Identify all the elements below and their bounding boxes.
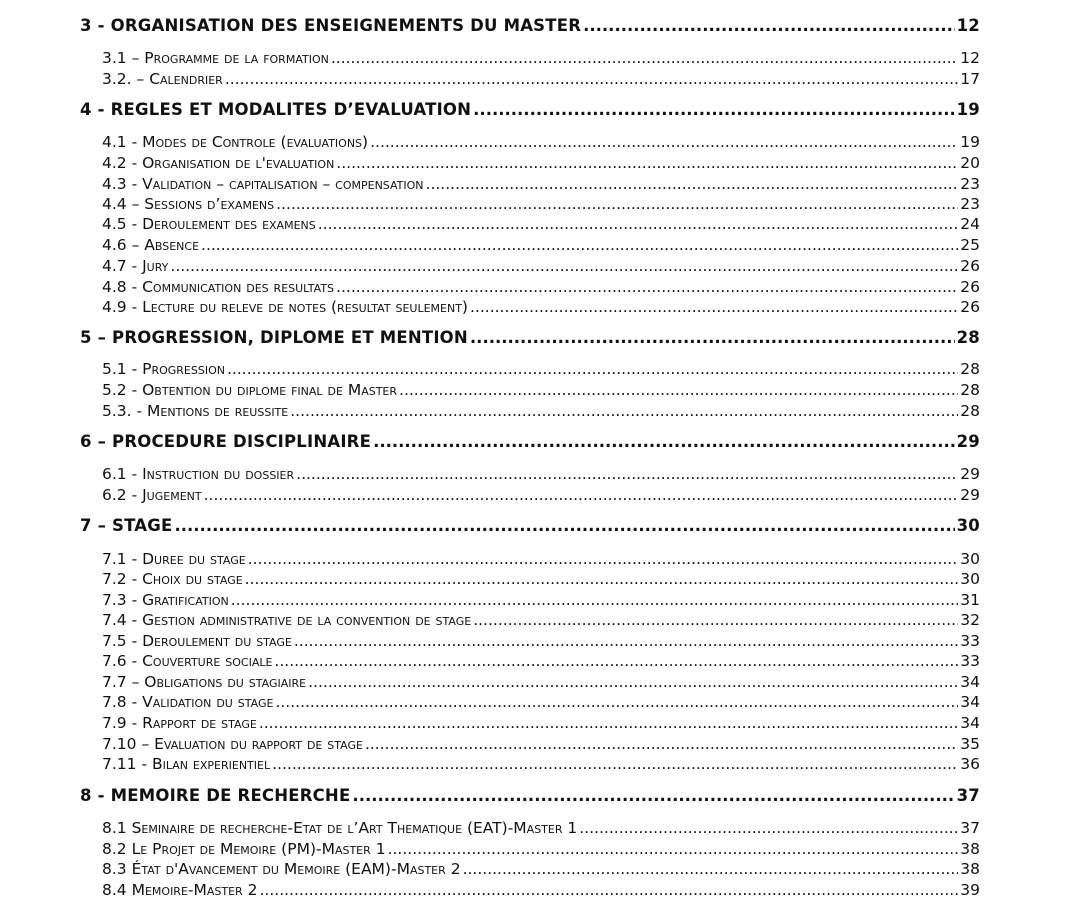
toc-entry-title: Modes de Controle (evaluations) — [142, 133, 369, 151]
toc-page-number: 28 — [956, 328, 980, 347]
toc-entry-label — [80, 328, 468, 347]
toc-section-entry[interactable] — [0, 879, 980, 899]
toc-entry-label — [80, 432, 371, 451]
toc-section-entry[interactable] — [0, 152, 980, 172]
dot-leader — [248, 550, 959, 568]
dot-leader — [373, 432, 955, 451]
toc-entry-number: 4.3 - — [102, 175, 138, 193]
toc-section-entry[interactable] — [0, 691, 980, 711]
toc-entry-number: 4.7 - — [102, 257, 138, 275]
toc-entry-title: Sessions d’examens — [144, 195, 275, 213]
toc-entry-label — [102, 840, 386, 858]
dot-leader — [308, 673, 958, 691]
toc-entry-number: 8.4 — [102, 881, 127, 899]
toc-entry-title: Obtention du diplome final de Master — [142, 381, 398, 399]
toc-entry-label — [102, 402, 288, 420]
toc-entry-title: Organisation de l'evaluation — [142, 154, 335, 172]
dot-leader — [473, 100, 954, 119]
toc-section-entry[interactable] — [0, 68, 980, 88]
dot-leader — [259, 714, 958, 732]
toc-entry-label — [102, 693, 273, 711]
dot-leader — [331, 49, 958, 67]
toc-entry-title: Bilan experientiel — [151, 755, 271, 773]
toc-page-number: 31 — [960, 591, 980, 609]
toc-entry-title: Validation du stage — [142, 693, 274, 711]
toc-page-number: 20 — [960, 154, 980, 172]
toc-entry-title: Programme de la formation — [144, 49, 329, 67]
toc-entry-label — [102, 360, 225, 378]
toc-page-number: 39 — [960, 881, 980, 899]
toc-section-entry[interactable] — [0, 47, 980, 67]
toc-section-entry[interactable] — [0, 213, 980, 233]
toc-section-entry[interactable] — [0, 193, 980, 213]
dot-leader — [473, 611, 958, 629]
toc-section-entry[interactable] — [0, 131, 980, 151]
dot-leader — [231, 591, 959, 609]
toc-entry-number: 4.8 - — [102, 278, 138, 296]
toc-entry-title: Choix du stage — [142, 570, 243, 588]
toc-page-number: 12 — [956, 16, 980, 35]
toc-page-number: 30 — [960, 570, 980, 588]
dot-leader — [294, 632, 958, 650]
toc-entry-number: 4.1 - — [102, 133, 138, 151]
toc-chapter-entry[interactable] — [0, 327, 980, 347]
toc-entry-title: STAGE — [112, 516, 173, 535]
toc-page-number: 29 — [960, 465, 980, 483]
toc-page-number: 26 — [960, 257, 980, 275]
toc-entry-label — [80, 786, 350, 805]
toc-chapter-entry[interactable] — [0, 785, 980, 805]
toc-entry-number: 4.6 – — [102, 236, 140, 254]
toc-page-number: 26 — [960, 298, 980, 316]
toc-section-entry[interactable] — [0, 858, 980, 878]
dot-leader — [290, 402, 958, 420]
toc-entry-title: Instruction du dossier — [142, 465, 295, 483]
dot-leader — [170, 257, 958, 275]
dot-leader — [275, 693, 958, 711]
toc-entry-number: 4.5 - — [102, 215, 138, 233]
toc-entry-number: 8.1 — [102, 819, 127, 837]
toc-entry-label — [102, 591, 229, 609]
toc-section-entry[interactable] — [0, 484, 980, 504]
toc-entry-title: Le Projet de Memoire (PM)-Master 1 — [131, 840, 386, 858]
toc-section-entry[interactable] — [0, 650, 980, 670]
toc-chapter-entry[interactable] — [0, 431, 980, 451]
toc-entry-number: 7.7 – — [102, 673, 140, 691]
toc-entry-number: 4.9 - — [102, 298, 138, 316]
toc-entry-number: 5 – — [80, 328, 107, 347]
toc-entry-title: Mentions de reussite — [147, 402, 289, 420]
toc-entry-label — [102, 257, 168, 275]
toc-entry-title: Obligations du stagiaire — [144, 673, 307, 691]
toc-page-number: 38 — [960, 840, 980, 858]
dot-leader — [318, 215, 959, 233]
dot-leader — [370, 133, 958, 151]
toc-page-number: 34 — [960, 714, 980, 732]
toc-entry-number: 3 - — [80, 16, 105, 35]
toc-entry-number: 4.4 – — [102, 195, 140, 213]
toc-page-number: 24 — [960, 215, 980, 233]
toc-section-entry[interactable] — [0, 589, 980, 609]
toc-entry-label — [102, 881, 257, 899]
toc-page-number: 23 — [960, 195, 980, 213]
toc-entry-number: 3.2. – — [102, 70, 145, 88]
toc-entry-label — [102, 70, 223, 88]
toc-entry-title: Jugement — [142, 486, 202, 504]
toc-entry-title: Validation – capitalisation – compensation — [142, 175, 424, 193]
dot-leader — [583, 16, 955, 35]
toc-entry-number: 8.3 — [102, 860, 127, 878]
toc-entry-label — [102, 236, 199, 254]
toc-page-number: 33 — [960, 632, 980, 650]
toc-entry-number: 7.6 - — [102, 652, 138, 670]
toc-section-entry[interactable] — [0, 276, 980, 296]
toc-page-number: 12 — [960, 49, 980, 67]
toc-entry-title: État d'Avancement du Memoire (EAM)-Master 2 — [131, 860, 461, 878]
toc-page-number: 26 — [960, 278, 980, 296]
toc-entry-label — [102, 298, 468, 316]
toc-entry-title: Progression — [142, 360, 225, 378]
toc-entry-number: 3.1 – — [102, 49, 140, 67]
toc-entry-label — [102, 154, 334, 172]
toc-entry-number: 7.3 - — [102, 591, 138, 609]
toc-entry-label — [102, 215, 316, 233]
toc-entry-label — [102, 381, 397, 399]
toc-entry-title: PROGRESSION, DIPLOME ET MENTION — [112, 328, 468, 347]
toc-entry-number: 4.2 - — [102, 154, 138, 172]
dot-leader — [204, 486, 959, 504]
toc-page-number: 36 — [960, 755, 980, 773]
toc-entry-number: 5.1 - — [102, 360, 138, 378]
toc-page-number: 17 — [960, 70, 980, 88]
toc-page-number: 28 — [960, 381, 980, 399]
toc-entry-number: 6.2 - — [102, 486, 138, 504]
toc-page-number: 35 — [960, 735, 980, 753]
toc-entry-number: 7.10 – — [102, 735, 150, 753]
toc-entry-number: 8 - — [80, 786, 105, 805]
toc-entry-label — [102, 49, 329, 67]
toc-section-entry[interactable] — [0, 609, 980, 629]
toc-entry-number: 7.8 - — [102, 693, 138, 711]
dot-leader — [272, 755, 958, 773]
toc-entry-title: Gratification — [142, 591, 229, 609]
toc-entry-title: Evaluation du rapport de stage — [154, 735, 363, 753]
toc-entry-label — [102, 570, 243, 588]
toc-section-entry[interactable] — [0, 568, 980, 588]
toc-page-number: 34 — [960, 673, 980, 691]
toc-entry-title: Seminaire de recherche-Etat de l’Art Thematique (EAT)-Master 1 — [131, 819, 578, 837]
toc-page-number: 28 — [960, 360, 980, 378]
toc-chapter-entry[interactable] — [0, 515, 980, 535]
dot-leader — [296, 465, 958, 483]
dot-leader — [399, 381, 958, 399]
toc-entry-number: 7.11 - — [102, 755, 148, 773]
dot-leader — [336, 278, 958, 296]
toc-entry-label — [102, 652, 272, 670]
toc-entry-number: 5.3. - — [102, 402, 143, 420]
dot-leader — [274, 652, 958, 670]
dot-leader — [388, 840, 959, 858]
toc-page-number: 37 — [960, 819, 980, 837]
toc-entry-number: 6.1 - — [102, 465, 138, 483]
dot-leader — [225, 70, 958, 88]
toc-page-number: 19 — [956, 100, 980, 119]
toc-entry-title: Gestion administrative de la convention de stage — [142, 611, 472, 629]
toc-section-entry[interactable] — [0, 255, 980, 275]
toc-entry-label — [80, 516, 172, 535]
dot-leader — [470, 328, 955, 347]
toc-entry-number: 4 - — [80, 100, 105, 119]
toc-section-entry[interactable] — [0, 733, 980, 753]
toc-entry-number: 7.2 - — [102, 570, 138, 588]
toc-entry-label — [102, 673, 306, 691]
toc-entry-title: Absence — [144, 236, 200, 254]
toc-section-entry[interactable] — [0, 463, 980, 483]
toc-entry-label — [80, 16, 581, 35]
toc-entry-title: ORGANISATION DES ENSEIGNEMENTS DU MASTER — [110, 16, 582, 35]
toc-entry-label — [102, 632, 292, 650]
dot-leader — [245, 570, 959, 588]
toc-entry-title: PROCEDURE DISCIPLINAIRE — [112, 432, 372, 451]
toc-page-number: 23 — [960, 175, 980, 193]
toc-section-entry[interactable] — [0, 296, 980, 316]
toc-entry-label — [102, 465, 294, 483]
toc-page-number: 32 — [960, 611, 980, 629]
toc-entry-number: 7 – — [80, 516, 107, 535]
toc-entry-title: Calendrier — [149, 70, 223, 88]
toc-chapter-entry[interactable] — [0, 99, 980, 119]
toc-entry-title: MEMOIRE DE RECHERCHE — [110, 786, 351, 805]
toc-entry-title: REGLES ET MODALITES D’EVALUATION — [110, 100, 472, 119]
toc-entry-title: Deroulement des examens — [142, 215, 316, 233]
toc-entry-label — [102, 860, 461, 878]
toc-chapter-entry[interactable] — [0, 15, 980, 35]
toc-section-entry[interactable] — [0, 173, 980, 193]
toc-page-number: 38 — [960, 860, 980, 878]
dot-leader — [365, 735, 958, 753]
toc-section-entry[interactable] — [0, 671, 980, 691]
toc-page-number: 34 — [960, 693, 980, 711]
toc-page-number: 30 — [960, 550, 980, 568]
toc-entry-label — [102, 486, 202, 504]
toc-entry-number: 7.4 - — [102, 611, 138, 629]
toc-entry-label — [102, 611, 471, 629]
toc-entry-label — [80, 100, 471, 119]
dot-leader — [227, 360, 958, 378]
dot-leader — [276, 195, 958, 213]
toc-section-entry[interactable] — [0, 630, 980, 650]
toc-entry-label — [102, 735, 363, 753]
dot-leader — [201, 236, 958, 254]
toc-section-entry[interactable] — [0, 548, 980, 568]
toc-entry-label — [102, 714, 257, 732]
toc-section-entry[interactable] — [0, 358, 980, 378]
dot-leader — [352, 786, 954, 805]
toc-entry-label — [102, 278, 334, 296]
toc-section-entry[interactable] — [0, 400, 980, 420]
toc-page-number: 29 — [960, 486, 980, 504]
toc-section-entry[interactable] — [0, 379, 980, 399]
toc-entry-title: Couverture sociale — [142, 652, 273, 670]
toc-entry-label — [102, 133, 368, 151]
dot-leader — [463, 860, 959, 878]
toc-entry-label — [102, 819, 577, 837]
dot-leader — [174, 516, 954, 535]
toc-entry-number: 7.9 - — [102, 714, 138, 732]
toc-page-number: 28 — [960, 402, 980, 420]
toc-entry-label — [102, 755, 270, 773]
dot-leader — [336, 154, 958, 172]
toc-entry-number: 7.5 - — [102, 632, 138, 650]
toc-entry-label — [102, 195, 274, 213]
dot-leader — [470, 298, 958, 316]
toc-entry-title: Communication des resultats — [142, 278, 335, 296]
toc-page-number: 30 — [956, 516, 980, 535]
toc-entry-title: Jury — [142, 257, 169, 275]
toc-entry-number: 8.2 — [102, 840, 127, 858]
toc-page-number: 33 — [960, 652, 980, 670]
toc-entry-label — [102, 550, 246, 568]
dot-leader — [426, 175, 959, 193]
dot-leader — [259, 881, 958, 899]
toc-entry-number: 6 – — [80, 432, 107, 451]
toc-section-entry[interactable] — [0, 817, 980, 837]
toc-page-number: 37 — [956, 786, 980, 805]
toc-section-entry[interactable] — [0, 712, 980, 732]
toc-entry-title: Duree du stage — [142, 550, 246, 568]
toc-page-number: 29 — [956, 432, 980, 451]
toc-entry-title: Memoire-Master 2 — [131, 881, 258, 899]
toc-entry-label — [102, 175, 424, 193]
toc-section-entry[interactable] — [0, 234, 980, 254]
toc-entry-title: Rapport de stage — [142, 714, 257, 732]
toc-entry-number: 7.1 - — [102, 550, 138, 568]
dot-leader — [579, 819, 958, 837]
toc-entry-number: 5.2 - — [102, 381, 138, 399]
toc-entry-title: Deroulement du stage — [142, 632, 292, 650]
toc-section-entry[interactable] — [0, 753, 980, 773]
toc-section-entry[interactable] — [0, 838, 980, 858]
toc-entry-title: Lecture du releve de notes (resultat seulement) — [142, 298, 468, 316]
toc-page-number: 25 — [960, 236, 980, 254]
toc-page-number: 19 — [960, 133, 980, 151]
